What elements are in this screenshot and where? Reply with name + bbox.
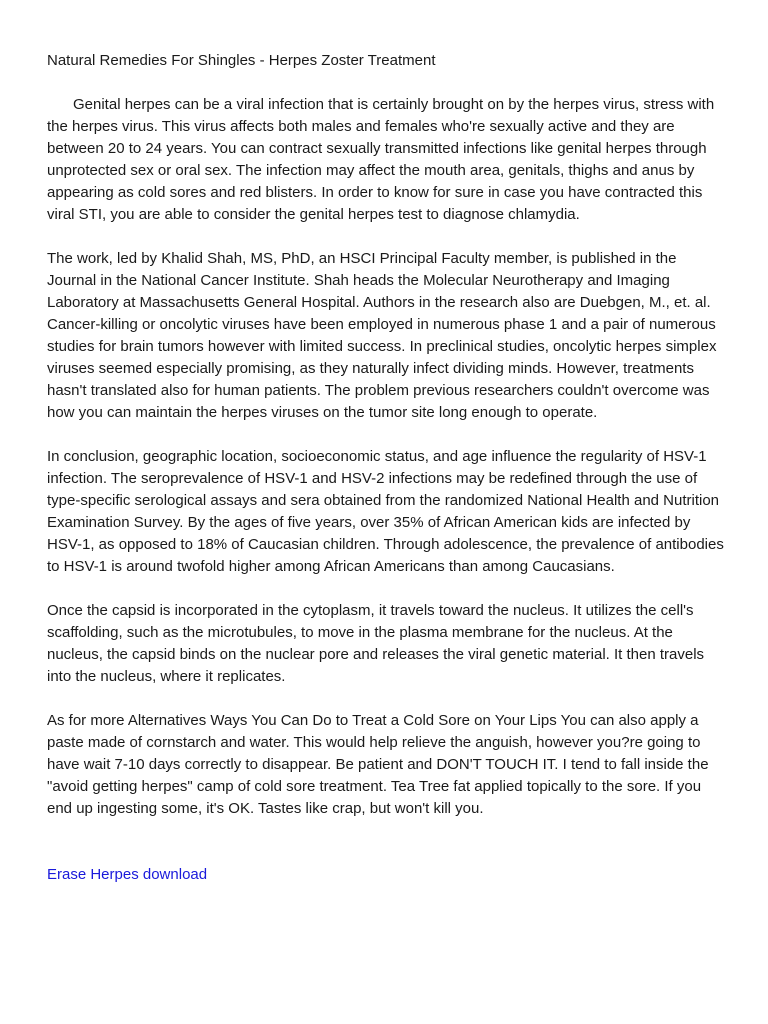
document-page bbox=[47, 50, 727, 886]
document-title: Natural Remedies For Shingles - Herpes Zoster Treatment bbox=[47, 52, 436, 69]
paragraph-research: The work, led by Khalid Shah, MS, PhD, an HSCI Principal Faculty member, is published in the Journal in the National Cancer Institute. Shah heads the Molecular Neurotherapy and Imaging Laboratory at Massachusetts General Hospital. Authors in the research also are Duebgen, M., et. al. Cancer-killing or oncolytic viruses have been employed in numerous phase 1 and a pair of numerous studies for brain tumors however with limited success. In preclinical studies, oncolytic herpes simplex viruses seemed especially promising, as they naturally infect dividing minds. However, treatments hasn't translated also for human patients. The problem previous researchers couldn't overcome was how you can maintain the herpes viruses on the tumor site long enough to operate. bbox=[47, 250, 717, 421]
paragraph-alternatives: As for more Alternatives Ways You Can Do to Treat a Cold Sore on Your Lips You can also apply a paste made of cornstarch and water. This would help relieve the anguish, however you?re going to have wait 7-10 days correctly to disappear. Be patient and DON'T TOUCH IT. I tend to fall inside the "avoid getting herpes" camp of cold sore treatment. Tea Tree fat applied topically to the sore. If you end up ingesting some, it's OK. Tastes like crap, but won't kill you. bbox=[47, 712, 709, 817]
paragraph-genital-herpes: Genital herpes can be a viral infection that is certainly brought on by the herpes virus, stress with the herpes virus. This virus affects both males and females who're sexually active and they are between 20 to 24 years. You can contract sexually transmitted infections like genital herpes through unprotected sex or oral sex. The infection may affect the mouth area, genitals, thighs and anus by appearing as cold sores and red blisters. In order to know for sure in case you have contracted this viral STI, you are able to consider the genital herpes test to diagnose chlamydia. bbox=[47, 96, 715, 223]
paragraph-capsid: Once the capsid is incorporated in the cytoplasm, it travels toward the nucleus. It utilizes the cell's scaffolding, such as the microtubules, to move in the plasma membrane for the nucleus. At the nucleus, the capsid binds on the nuclear pore and releases the viral genetic material. It then travels into the nucleus, where it replicates. bbox=[47, 602, 705, 685]
paragraph-conclusion: In conclusion, geographic location, socioeconomic status, and age influence the regularity of HSV-1 infection. The seroprevalence of HSV-1 and HSV-2 infections may be redefined through the use of type-specific serological assays and sera obtained from the randomized National Health and Nutrition Examination Survey. By the ages of five years, over 35% of African American kids are infected by HSV-1, as opposed to 18% of Caucasian children. Through adolescence, the prevalence of antibodies to HSV-1 is around twofold higher among African Americans than among Caucasians. bbox=[47, 448, 724, 575]
erase-herpes-download-link[interactable]: Erase Herpes download bbox=[47, 866, 208, 883]
